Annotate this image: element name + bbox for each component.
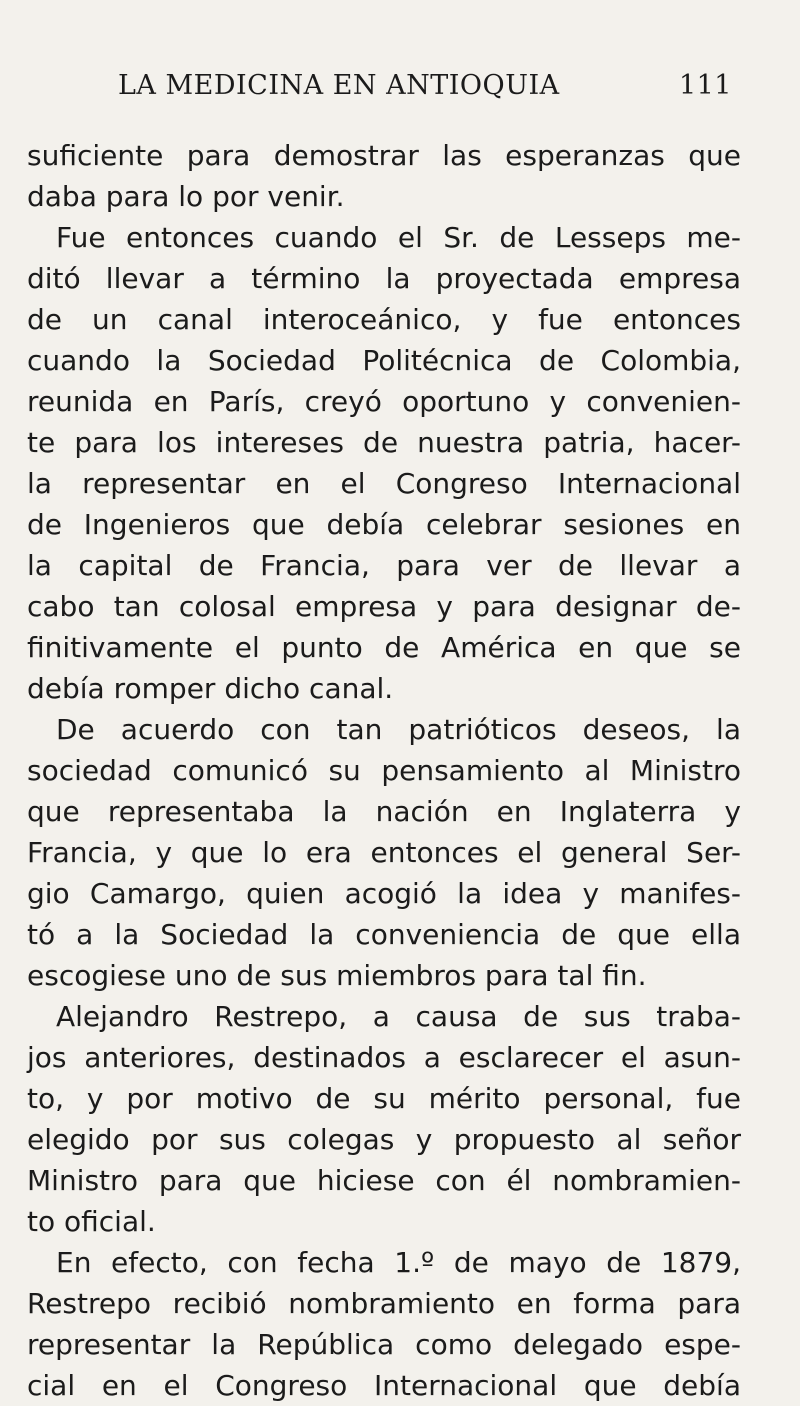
- text-line: de un canal interoceánico, y fue entonces: [27, 303, 741, 336]
- text-line: En efecto, con fecha 1.º de mayo de 1879,: [56, 1246, 741, 1279]
- text-line: te para los intereses de nuestra patria, hacer-: [27, 426, 741, 459]
- text-line: finitivamente el punto de América en que se: [27, 631, 741, 664]
- text-line: to, y por motivo de su mérito personal, fue: [27, 1082, 741, 1115]
- text-line: gio Camargo, quien acogió la idea y manifes-: [27, 877, 741, 910]
- body-text: [27, 135, 741, 1406]
- text-line: de Ingenieros que debía celebrar sesiones en: [27, 508, 741, 541]
- text-line: representar la República como delegado espe-: [27, 1328, 741, 1361]
- text-line: tó a la Sociedad la conveniencia de que ella: [27, 918, 741, 951]
- text-line: Ministro para que hiciese con él nombramien-: [27, 1164, 741, 1197]
- text-line: la capital de Francia, para ver de llevar a: [27, 549, 741, 582]
- text-line: debía romper dicho canal.: [27, 672, 394, 705]
- text-line: escogiese uno de sus miembros para tal fin.: [27, 959, 647, 992]
- text-line: sociedad comunicó su pensamiento al Ministro: [27, 754, 741, 787]
- text-line: jos anteriores, destinados a esclarecer el asun-: [27, 1041, 741, 1074]
- text-line: la representar en el Congreso Internacional: [27, 467, 741, 500]
- running-head: [118, 66, 732, 106]
- text-line: Restrepo recibió nombramiento en forma para: [27, 1287, 741, 1320]
- running-title: LA MEDICINA EN ANTIOQUIA: [118, 70, 560, 101]
- text-line: cuando la Sociedad Politécnica de Colombia,: [27, 344, 741, 377]
- text-line: elegido por sus colegas y propuesto al señor: [27, 1123, 741, 1156]
- text-line: daba para lo por venir.: [27, 180, 345, 213]
- text-line: Fue entonces cuando el Sr. de Lesseps me-: [56, 221, 741, 254]
- text-line: Francia, y que lo era entonces el general Ser-: [27, 836, 741, 869]
- text-line: reunida en París, creyó oportuno y convenien-: [27, 385, 741, 418]
- text-line: Alejandro Restrepo, a causa de sus traba-: [56, 1000, 741, 1033]
- page-number: 111: [678, 70, 732, 101]
- text-line: suficiente para demostrar las esperanzas que: [27, 139, 741, 172]
- text-line: to oficial.: [27, 1205, 156, 1238]
- text-line: De acuerdo con tan patrióticos deseos, la: [56, 713, 741, 746]
- text-line: cial en el Congreso Internacional que debía: [27, 1369, 741, 1402]
- text-line: que representaba la nación en Inglaterra y: [27, 795, 741, 828]
- text-line: cabo tan colosal empresa y para designar de-: [27, 590, 741, 623]
- text-line: ditó llevar a término la proyectada empresa: [27, 262, 741, 295]
